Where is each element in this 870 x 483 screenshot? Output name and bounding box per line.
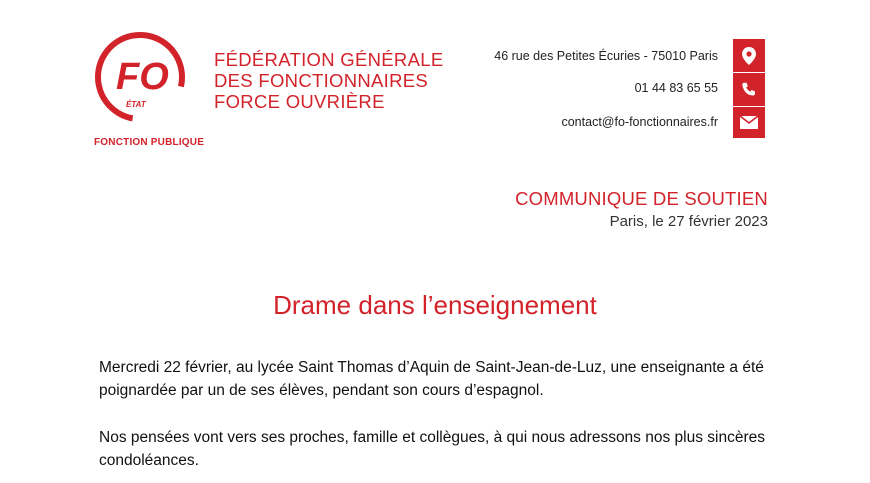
location-pin-icon — [733, 39, 765, 72]
org-name-line: DES FONCTIONNAIRES — [214, 70, 429, 91]
contact-phone: 01 44 83 65 55 — [634, 81, 718, 95]
body-paragraph: Mercredi 22 février, au lycée Saint Thomas d’Aquin de Saint-Jean-de-Luz, une enseignante a été poignardée par un de ses élèves, pendant son cours d’espagnol. — [99, 359, 764, 399]
contact-email: contact@fo-fonctionnaires.fr — [561, 115, 718, 129]
logo-caption: FONCTION PUBLIQUE — [94, 137, 205, 148]
org-name-line: FORCE OUVRIÈRE — [214, 91, 385, 112]
body-paragraph: Nos pensées vont vers ses proches, famille et collègues, à qui nous adressons nos plus sincères condoléances. — [99, 429, 765, 469]
communique-title: COMMUNIQUE DE SOUTIEN — [515, 188, 768, 209]
contact-address: 46 rue des Petites Écuries - 75010 Paris — [494, 49, 718, 63]
organization-name — [214, 49, 443, 112]
logo-letters: FO — [116, 56, 169, 98]
phone-icon — [733, 73, 765, 106]
envelope-icon — [733, 107, 765, 138]
logo-sublabel: ÉTAT — [126, 100, 146, 109]
fo-logo — [94, 31, 186, 123]
communique-date: Paris, le 27 février 2023 — [609, 213, 768, 230]
headline: Drame dans l’enseignement — [273, 290, 597, 320]
org-name-line: FÉDÉRATION GÉNÉRALE — [214, 49, 444, 70]
